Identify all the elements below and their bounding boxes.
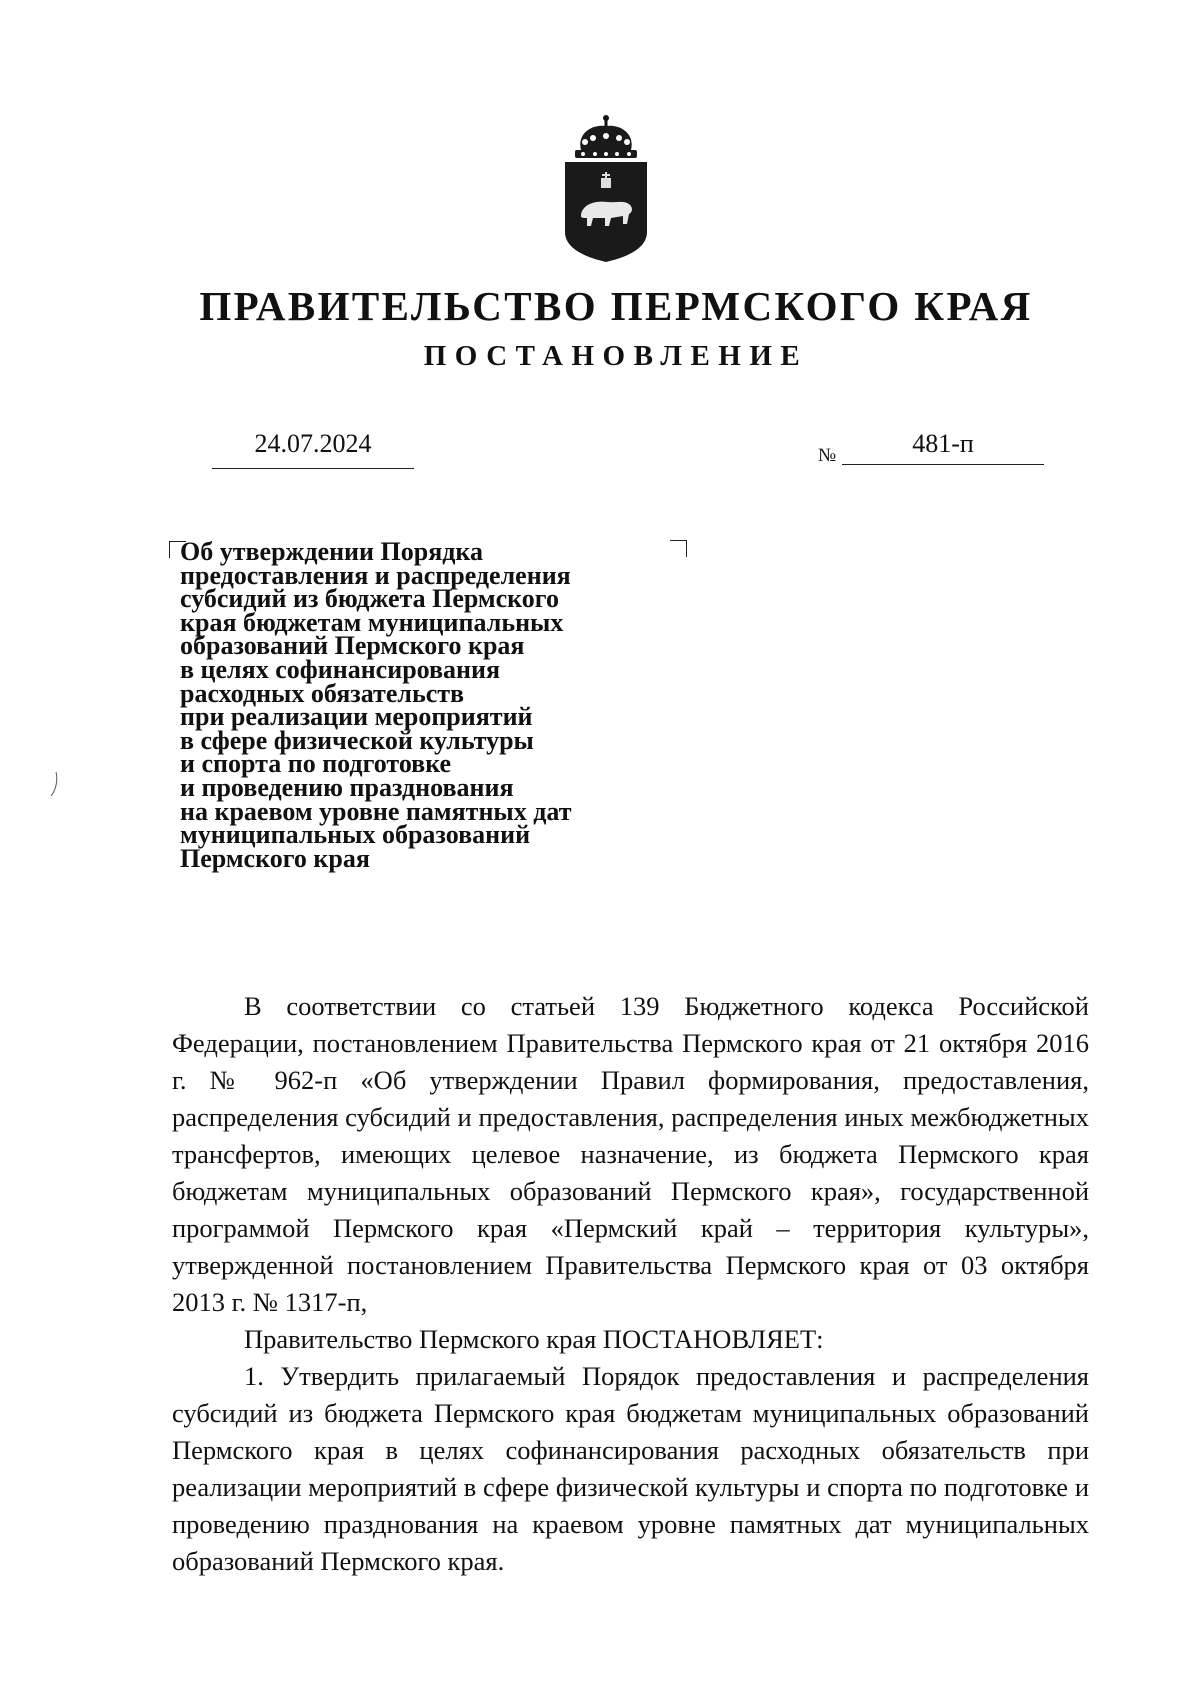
subject-corner-right xyxy=(670,540,687,557)
date-field xyxy=(212,428,414,469)
date-value: 24.07.2024 xyxy=(254,429,372,458)
subject-line: Пермского края xyxy=(180,843,370,873)
subject-line: края бюджетам муниципальных xyxy=(180,607,564,637)
subject-line: и спорта по подготовке xyxy=(180,749,452,779)
subject-line: муниципальных образований xyxy=(180,820,531,850)
resolves-paragraph: Правительство Пермского края ПОСТАНОВЛЯЕТ: xyxy=(244,1324,824,1354)
subject-line: образований Пермского края xyxy=(180,631,525,661)
document-body xyxy=(172,988,1089,1580)
subject-line: при реализации мероприятий xyxy=(180,702,533,732)
margin-mark xyxy=(50,770,58,798)
document-type: ПОСТАНОВЛЕНИЕ xyxy=(423,340,809,372)
subject-line: в целях софинансирования xyxy=(180,654,501,684)
subject-line: расходных обязательств xyxy=(180,678,465,708)
subject-line: на краевом уровне памятных дат xyxy=(180,796,572,826)
number-sign: № xyxy=(818,445,837,466)
subject-line: и проведению празднования xyxy=(180,772,514,802)
subject-line: Об утверждении Порядка xyxy=(180,537,484,566)
subject-line: субсидий из бюджета Пермского xyxy=(180,584,559,614)
item-1-paragraph: 1. Утвердить прилагаемый Порядок предоставления и распределения субсидий из бюджета Пермского края бюджетам муниципальных образований Пермского края в целях софинансирования расходных обязательств при реализации мероприятий в сфере физической культуры и спорта по подготовке и проведению празднования на краевом уровне памятных дат муниципальных образований Пермского края. xyxy=(172,1361,1089,1576)
subject-line: в сфере физической культуры xyxy=(180,725,534,755)
perm-krai-coat-of-arms-icon xyxy=(563,112,649,262)
number-value: 481-п xyxy=(912,429,974,458)
preamble-paragraph: В соответствии со статьей 139 Бюджетного кодекса Российской Федерации, постановлением Правительства Пермского края от 21 октября 2016 г. № 962-п «Об утверждении Правил формирования, предоставления, распределения субсидий и предоставления, распределения иных межбюджетных трансфертов, имеющих целевое назначение, из бюджета Пермского края бюджетам муниципальных образований Пермского края», государственной программой Пермского края «Пермский край – территория культуры», утвержденной постановлением Правительства Пермского края от 03 октября 2013 г. № 1317-п, xyxy=(172,991,1089,1317)
subject-line: предоставления и распределения xyxy=(180,560,571,590)
number-field xyxy=(842,428,1044,465)
document-subject xyxy=(180,537,650,873)
organization-title: ПРАВИТЕЛЬСТВО ПЕРМСКОГО КРАЯ xyxy=(199,283,1033,329)
